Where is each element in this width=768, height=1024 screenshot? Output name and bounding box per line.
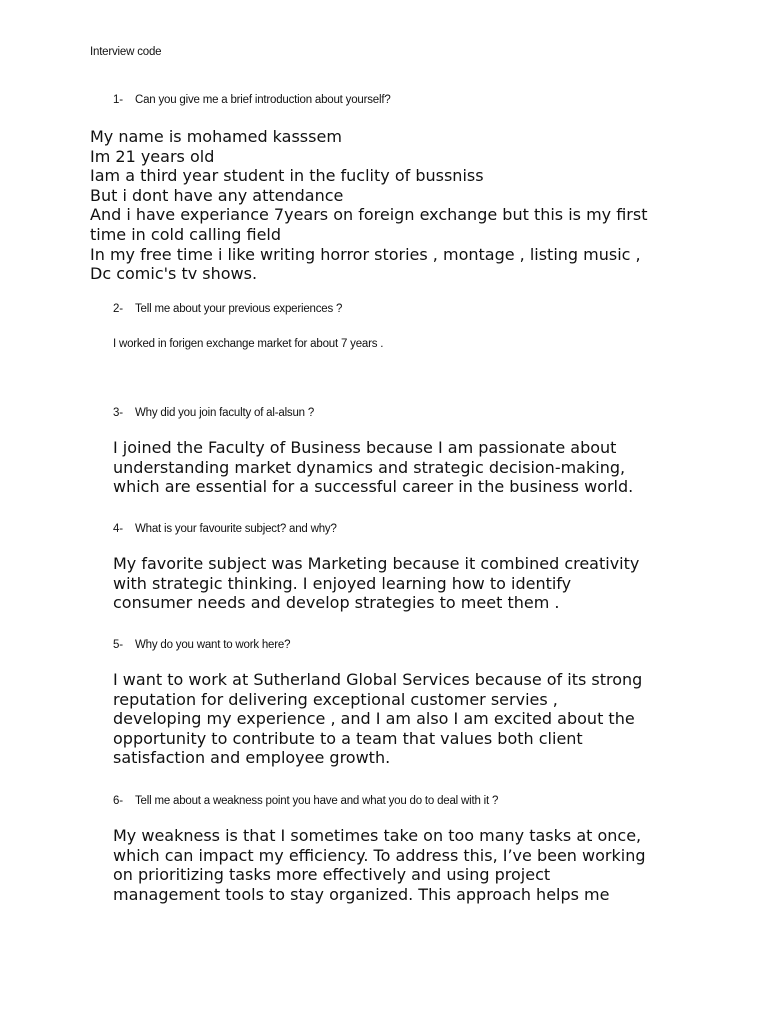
question-6-text: Tell me about a weakness point you have and what you do to deal with it ? [135, 795, 499, 807]
question-2-number: 2- [113, 303, 123, 315]
question-4 [113, 523, 337, 535]
answer-2: I worked in forigen exchange market for about 7 years . [113, 338, 384, 350]
question-6 [113, 795, 498, 807]
question-2 [113, 303, 342, 315]
question-3-text: Why did you join faculty of al-alsun ? [135, 407, 315, 419]
question-6-number: 6- [113, 795, 123, 807]
question-1-text: Can you give me a brief introduction about yourself? [135, 94, 391, 106]
answer-5: I want to work at Sutherland Global Services because of its strong reputation for delivering exceptional customer servies , developing my experience , and I am also I am excited about the opportunity to contribute to a team that values both client satisfaction and employee growth. [113, 670, 643, 768]
question-3-number: 3- [113, 407, 123, 419]
answer-1: My name is mohamed kasssem Im 21 years old Iam a third year student in the fuclity of bussniss But i dont have any attendance And i have experiance 7years on foreign exchange but this is my first time in cold calling field In my free time i like writing horror stories , montage , listing music , Dc comic's tv shows. [90, 127, 648, 284]
question-5-text: Why do you want to work here? [135, 639, 291, 651]
document-heading: Interview code [90, 46, 162, 58]
answer-4: My favorite subject was Marketing because it combined creativity with strategic thinking. I enjoyed learning how to identify consumer needs and develop strategies to meet them . [113, 554, 640, 613]
question-5-number: 5- [113, 639, 123, 651]
question-4-text: What is your favourite subject? and why? [135, 523, 337, 535]
question-4-number: 4- [113, 523, 123, 535]
answer-6: My weakness is that I sometimes take on too many tasks at once, which can impact my efficiency. To address this, I’ve been working on prioritizing tasks more effectively and using project management tools to stay organized. This approach helps me [113, 826, 646, 904]
question-1 [113, 94, 391, 106]
question-5 [113, 639, 290, 651]
question-1-number: 1- [113, 94, 123, 106]
answer-3: I joined the Faculty of Business because I am passionate about understanding market dynamics and strategic decision-making, which are essential for a successful career in the business world. [113, 438, 634, 497]
question-3 [113, 407, 314, 419]
question-2-text: Tell me about your previous experiences ? [135, 303, 343, 315]
